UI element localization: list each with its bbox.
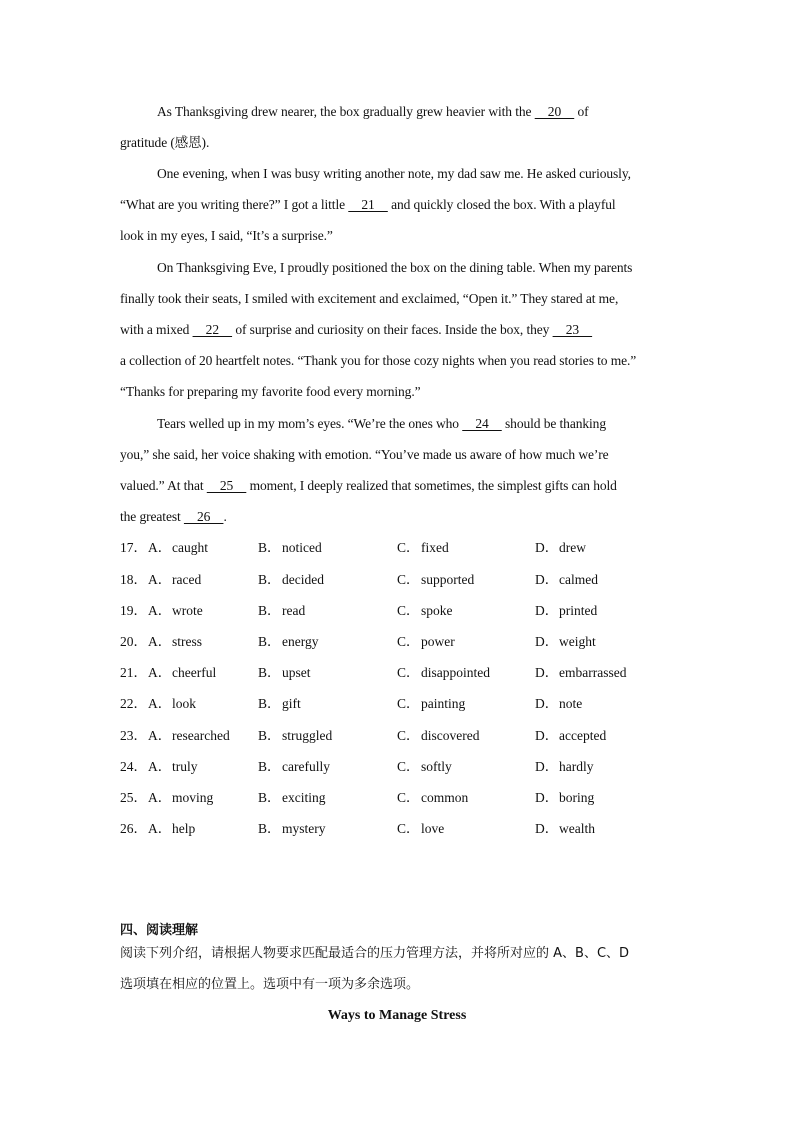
passage-text: As Thanksgiving drew nearer, the box gradually grew heavier with the <box>157 104 535 119</box>
option-text: caught <box>172 540 208 555</box>
reading-title: Ways to Manage Stress <box>327 1008 467 1023</box>
passage-text: should be thanking <box>501 416 606 431</box>
passage-line <box>120 384 421 400</box>
option-text: moving <box>172 790 214 805</box>
option-letter: A． <box>148 634 172 649</box>
passage-line <box>120 291 618 307</box>
passage-line <box>157 104 589 120</box>
option-b[interactable] <box>258 665 311 681</box>
option-letter: A． <box>148 572 172 587</box>
option-letter: D． <box>535 728 559 743</box>
passage-line <box>120 322 592 338</box>
question-number: 19． <box>120 603 147 618</box>
option-text: wrote <box>172 603 203 618</box>
passage-text: the greatest <box>120 509 184 524</box>
question-number: 17． <box>120 540 147 555</box>
option-letter: D． <box>535 821 559 836</box>
option-letter: B． <box>258 790 281 805</box>
option-letter: C． <box>397 603 420 618</box>
option-letter: C． <box>397 665 420 680</box>
option-letter: D． <box>535 540 559 555</box>
passage-line <box>120 135 209 151</box>
option-d[interactable] <box>535 790 594 806</box>
option-letter: D． <box>535 572 559 587</box>
option-text: power <box>421 634 455 649</box>
section-heading: 四、阅读理解 <box>120 923 199 938</box>
option-a[interactable] <box>148 728 230 744</box>
option-a[interactable] <box>148 603 203 619</box>
option-a[interactable] <box>148 759 198 775</box>
option-letter: C． <box>397 696 420 711</box>
option-d[interactable] <box>535 759 594 775</box>
option-letter: D． <box>535 603 559 618</box>
passage-text: . <box>223 509 227 524</box>
question-number: 20． <box>120 634 147 649</box>
option-text: accepted <box>559 728 607 743</box>
option-text: discovered <box>421 728 480 743</box>
option-text: stress <box>172 634 202 649</box>
option-text: struggled <box>282 728 333 743</box>
option-letter: B． <box>258 759 281 774</box>
option-a[interactable] <box>148 634 202 650</box>
passage-text: valued.” At that <box>120 478 207 493</box>
option-text: note <box>559 696 583 711</box>
option-c[interactable] <box>397 634 455 650</box>
option-text: truly <box>172 759 198 774</box>
passage-text: “Thanks for preparing my favorite food every morning.” <box>120 384 421 399</box>
option-text: read <box>282 603 306 618</box>
instruction-line-2: 选项填在相应的位置上。选项中有一项为多余选项。 <box>120 977 420 992</box>
option-c[interactable] <box>397 696 465 712</box>
option-letter: B． <box>258 572 281 587</box>
option-letter: D． <box>535 634 559 649</box>
passage-text: you,” she said, her voice shaking with emotion. “You’ve made us aware of how much we’re <box>120 447 609 462</box>
option-b[interactable] <box>258 696 301 712</box>
option-text: upset <box>282 665 311 680</box>
option-letter: A． <box>148 603 172 618</box>
passage-line <box>157 416 606 432</box>
option-c[interactable] <box>397 759 452 775</box>
option-text: love <box>421 821 445 836</box>
option-text: spoke <box>421 603 453 618</box>
passage-text: of surprise and curiosity on their faces. Inside the box, they <box>232 322 553 337</box>
option-text: boring <box>559 790 595 805</box>
option-text: mystery <box>282 821 326 836</box>
option-d[interactable] <box>535 728 606 744</box>
option-text: disappointed <box>421 665 490 680</box>
option-text: fixed <box>421 540 449 555</box>
option-letter: A． <box>148 696 172 711</box>
option-letter: B． <box>258 821 281 836</box>
question-number: 25． <box>120 790 147 805</box>
option-letter: D． <box>535 759 559 774</box>
option-text: supported <box>421 572 475 587</box>
passage-line <box>120 447 609 463</box>
option-text: common <box>421 790 469 805</box>
option-d[interactable] <box>535 634 596 650</box>
answer-blank[interactable]: 21 <box>348 197 388 212</box>
passage-text: “What are you writing there?” I got a little <box>120 197 349 212</box>
option-text: embarrassed <box>559 665 627 680</box>
option-d[interactable] <box>535 665 626 681</box>
passage-text: look in my eyes, I said, “It’s a surprise.” <box>120 228 333 243</box>
option-letter: B． <box>258 728 281 743</box>
instruction-line-1: 阅读下列介绍，请根据人物要求匹配最适合的压力管理方法，并将所对应的 A、B、C、D <box>120 946 630 961</box>
answer-blank[interactable]: 26 <box>183 509 224 524</box>
option-text: exciting <box>282 790 326 805</box>
option-c[interactable] <box>397 665 490 681</box>
answer-blank[interactable]: 25 <box>206 478 247 493</box>
option-letter: C． <box>397 540 420 555</box>
question-number: 26． <box>120 821 147 836</box>
option-d[interactable] <box>535 696 582 712</box>
option-b[interactable] <box>258 790 326 806</box>
passage-text: and quickly closed the box. With a playful <box>387 197 616 212</box>
option-letter: D． <box>535 696 559 711</box>
option-b[interactable] <box>258 821 326 837</box>
passage-text: a collection of 20 heartfelt notes. “Thank you for those cozy nights when you read stories to me.” <box>120 353 637 368</box>
option-letter: A． <box>148 728 172 743</box>
passage-line <box>120 478 617 494</box>
option-a[interactable] <box>148 540 208 556</box>
option-text: gift <box>282 696 301 711</box>
passage-line <box>157 166 631 182</box>
option-letter: B． <box>258 665 281 680</box>
option-d[interactable] <box>535 572 598 588</box>
passage-text: Tears welled up in my mom’s eyes. “We’re the ones who <box>157 416 463 431</box>
option-c[interactable] <box>397 540 449 556</box>
option-c[interactable] <box>397 728 479 744</box>
option-text: weight <box>559 634 596 649</box>
question-number: 21． <box>120 665 147 680</box>
option-d[interactable] <box>535 821 595 837</box>
option-text: softly <box>421 759 452 774</box>
option-text: look <box>172 696 197 711</box>
answer-blank[interactable]: 20 <box>534 104 575 119</box>
option-text: help <box>172 821 196 836</box>
option-c[interactable] <box>397 572 474 588</box>
option-a[interactable] <box>148 790 213 806</box>
option-d[interactable] <box>535 540 586 556</box>
option-b[interactable] <box>258 540 322 556</box>
option-text: raced <box>172 572 202 587</box>
passage-text: One evening, when I was busy writing another note, my dad saw me. He asked curiously, <box>157 166 631 181</box>
passage-text: with a mixed <box>120 322 193 337</box>
option-b[interactable] <box>258 728 332 744</box>
passage-text: gratitude (感恩). <box>120 135 210 150</box>
passage-line <box>157 260 632 276</box>
answer-blank[interactable]: 24 <box>462 416 502 431</box>
option-text: decided <box>282 572 324 587</box>
option-c[interactable] <box>397 603 453 619</box>
option-letter: D． <box>535 790 559 805</box>
passage-line <box>120 509 227 525</box>
question-number: 24． <box>120 759 147 774</box>
option-b[interactable] <box>258 759 330 775</box>
answer-blank[interactable]: 23 <box>552 322 593 337</box>
option-text: painting <box>421 696 466 711</box>
option-c[interactable] <box>397 790 468 806</box>
option-letter: A． <box>148 821 172 836</box>
option-text: cheerful <box>172 665 217 680</box>
option-b[interactable] <box>258 603 305 619</box>
option-text: wealth <box>559 821 595 836</box>
question-number: 18． <box>120 572 147 587</box>
option-text: researched <box>172 728 230 743</box>
option-letter: C． <box>397 728 420 743</box>
passage-line <box>120 197 616 213</box>
option-text: drew <box>559 540 586 555</box>
question-number: 22． <box>120 696 147 711</box>
option-letter: A． <box>148 759 172 774</box>
option-text: calmed <box>559 572 598 587</box>
passage-text: finally took their seats, I smiled with excitement and exclaimed, “Open it.” They stared at me, <box>120 291 619 306</box>
option-text: noticed <box>282 540 322 555</box>
option-a[interactable] <box>148 821 195 837</box>
option-b[interactable] <box>258 634 319 650</box>
answer-blank[interactable]: 22 <box>192 322 233 337</box>
passage-text: moment, I deeply realized that sometimes, the simplest gifts can hold <box>246 478 617 493</box>
passage-text: On Thanksgiving Eve, I proudly positioned the box on the dining table. When my parents <box>157 260 633 275</box>
option-letter: A． <box>148 540 172 555</box>
option-letter: B． <box>258 696 281 711</box>
option-letter: C． <box>397 634 420 649</box>
option-letter: C． <box>397 790 420 805</box>
option-letter: A． <box>148 665 172 680</box>
passage-line <box>120 228 333 244</box>
option-c[interactable] <box>397 821 444 837</box>
option-letter: D． <box>535 665 559 680</box>
option-a[interactable] <box>148 696 196 712</box>
option-letter: B． <box>258 634 281 649</box>
option-letter: B． <box>258 603 281 618</box>
option-a[interactable] <box>148 665 216 681</box>
option-letter: C． <box>397 572 420 587</box>
option-letter: B． <box>258 540 281 555</box>
option-text: hardly <box>559 759 594 774</box>
option-b[interactable] <box>258 572 324 588</box>
option-letter: C． <box>397 759 420 774</box>
option-a[interactable] <box>148 572 201 588</box>
question-number: 23． <box>120 728 147 743</box>
option-text: carefully <box>282 759 330 774</box>
passage-text: of <box>574 104 589 119</box>
option-letter: C． <box>397 821 420 836</box>
option-text: energy <box>282 634 319 649</box>
option-d[interactable] <box>535 603 597 619</box>
option-letter: A． <box>148 790 172 805</box>
option-text: printed <box>559 603 598 618</box>
passage-line <box>120 353 636 369</box>
